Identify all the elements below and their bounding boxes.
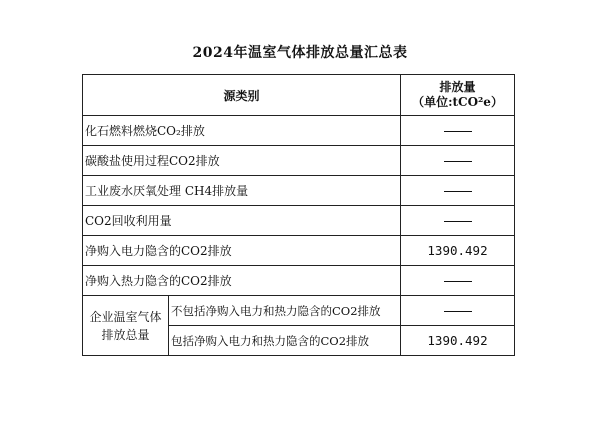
row-value: [401, 116, 515, 146]
dash-mark: [444, 311, 472, 312]
dash-mark: [444, 131, 472, 132]
table-row: [83, 116, 515, 146]
total-group-label-line1: 企业温室气体: [89, 309, 162, 324]
table-title: 2024年温室气体排放总量汇总表: [192, 45, 408, 61]
total-item-label: 包括净购入电力和热力隐含的CO2排放: [169, 326, 401, 356]
row-value: [401, 146, 515, 176]
row-label: 化石燃料燃烧CO₂排放: [83, 116, 401, 146]
row-label: 碳酸盐使用过程CO2排放: [83, 146, 401, 176]
emissions-summary-table: [82, 74, 515, 356]
table-row: [83, 206, 515, 236]
dash-mark: [444, 281, 472, 282]
row-label: 净购入热力隐含的CO2排放: [83, 266, 401, 296]
dash-mark: [444, 191, 472, 192]
row-label: 净购入电力隐含的CO2排放: [83, 236, 401, 266]
row-value: 1390.492: [401, 236, 515, 266]
row-value: [401, 206, 515, 236]
table-row: [83, 236, 515, 266]
table-row: [83, 146, 515, 176]
header-emission-amount: [401, 75, 515, 116]
row-label: 工业废水厌氧处理 CH4排放量: [83, 176, 401, 206]
row-value: [401, 266, 515, 296]
table-row: [83, 266, 515, 296]
table-row: [83, 176, 515, 206]
total-item-value: 1390.492: [401, 326, 515, 356]
dash-mark: [444, 161, 472, 162]
total-group-label: [83, 296, 169, 356]
header-amount-title: 排放量: [439, 80, 476, 94]
table-header-row: [83, 75, 515, 116]
row-value: [401, 176, 515, 206]
header-amount-unit: （单位:tCO²e）: [412, 95, 503, 109]
total-row-excluding: [83, 296, 515, 326]
total-item-value: [401, 296, 515, 326]
total-item-label: 不包括净购入电力和热力隐含的CO2排放: [169, 296, 401, 326]
total-group-label-line2: 排放总量: [101, 327, 150, 342]
row-label: CO2回收利用量: [83, 206, 401, 236]
dash-mark: [444, 221, 472, 222]
header-source-type: 源类别: [83, 75, 401, 116]
